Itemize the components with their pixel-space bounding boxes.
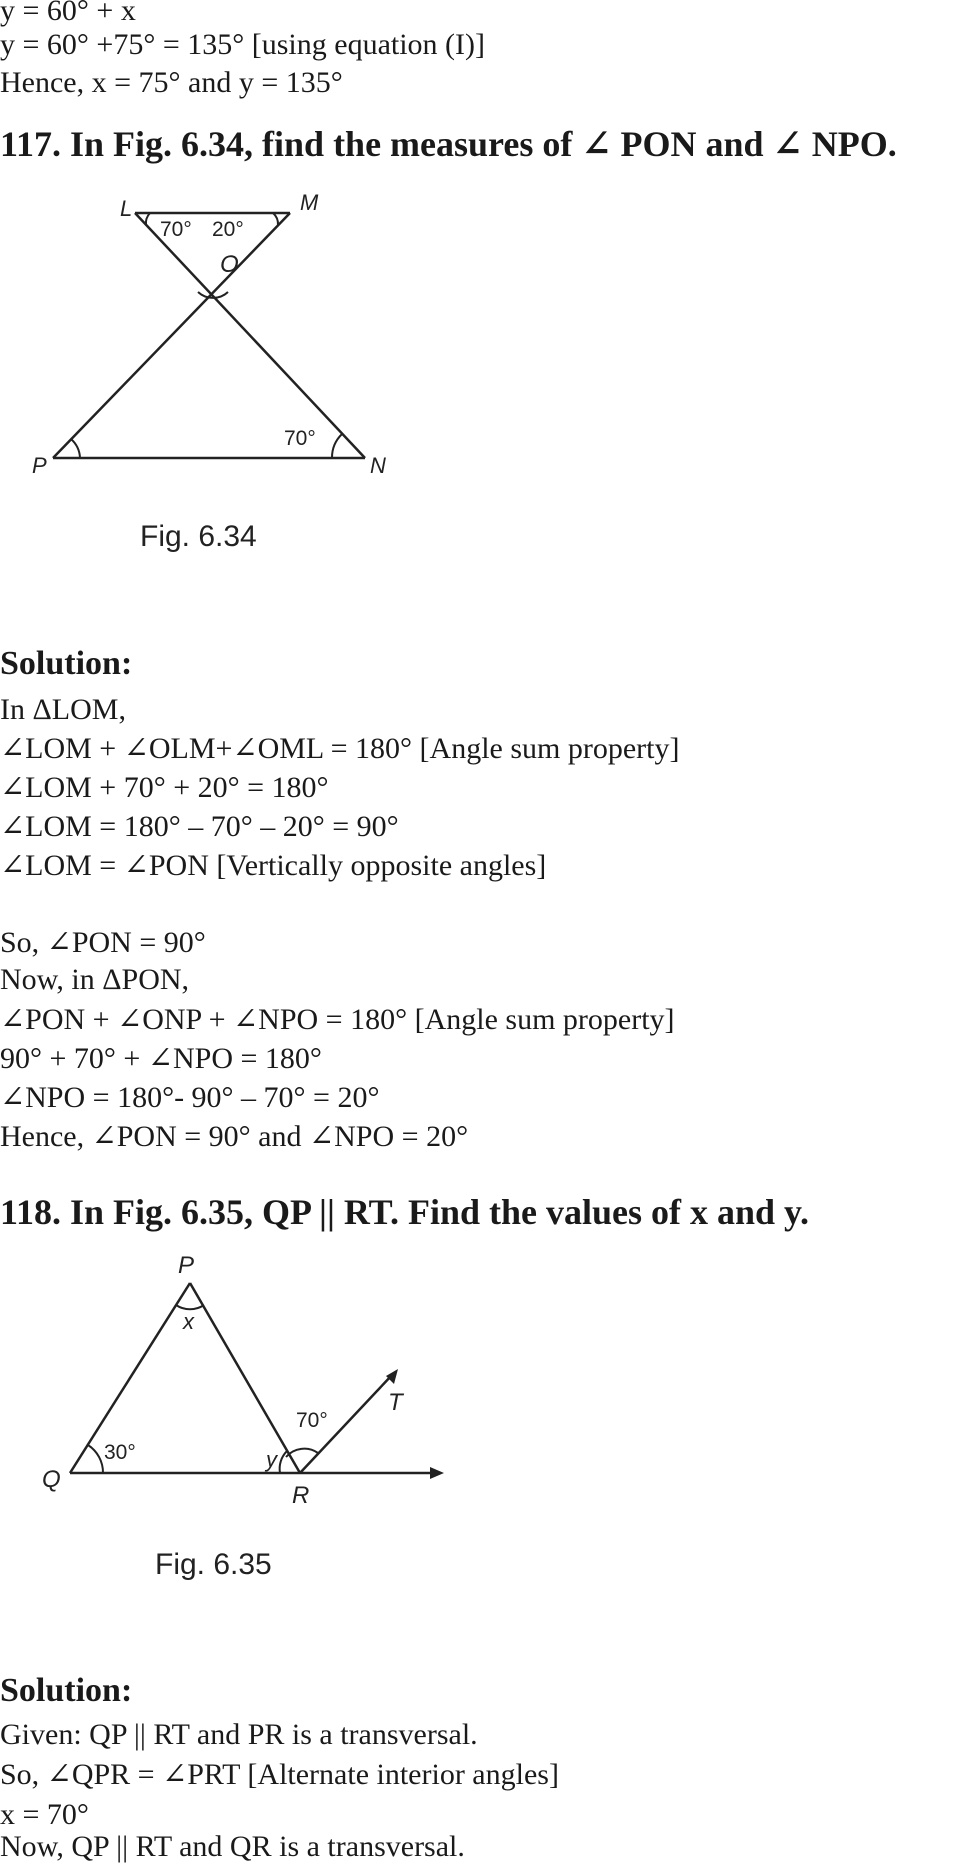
text-line: Hence, x = 75° and y = 135° — [0, 66, 343, 99]
solution-line: ∠NPO = 180°- 90° – 70° = 20° — [0, 1081, 380, 1114]
text-line: y = 60° + x — [0, 0, 136, 27]
solution-line: ∠LOM = 180° – 70° – 20° = 90° — [0, 810, 399, 843]
solution-line: Now, in ΔPON, — [0, 963, 190, 996]
angle-y-label: y — [266, 1447, 277, 1472]
question-118-heading: 118. In Fig. 6.35, QP || RT. Find the values of x and y. — [0, 1192, 810, 1232]
solution-title: Solution: — [0, 1672, 133, 1709]
figure-caption: Fig. 6.35 — [155, 1548, 272, 1581]
label-L: L — [120, 196, 133, 221]
solution-line: ∠LOM + 70° + 20° = 180° — [0, 771, 329, 804]
label-Q: Q — [42, 1466, 61, 1493]
text-line: y = 60° +75° = 135° [using equation (I)] — [0, 28, 486, 61]
solution-line: So, ∠PON = 90° — [0, 926, 206, 959]
solution-line: x = 70° — [0, 1798, 89, 1831]
label-P: P — [32, 453, 47, 478]
angle-x-label: x — [183, 1309, 194, 1334]
angle-70-bottom-label: 70° — [284, 427, 316, 450]
solution-line: 90° + 70° + ∠NPO = 180° — [0, 1042, 322, 1075]
angle-30-label: 30° — [104, 1441, 136, 1464]
figure-caption: Fig. 6.34 — [140, 520, 257, 553]
solution-line: Given: QP || RT and PR is a transversal. — [0, 1718, 478, 1751]
label-N: N — [370, 453, 386, 478]
solution-line: Now, QP || RT and QR is a transversal. — [0, 1830, 465, 1863]
solution-line: ∠PON + ∠ONP + ∠NPO = 180° [Angle sum property] — [0, 1003, 675, 1036]
question-117-heading: 117. In Fig. 6.34, find the measures of ∠ PON and ∠ NPO. — [0, 124, 897, 164]
label-T: T — [388, 1389, 403, 1416]
label-M: M — [300, 190, 319, 215]
solution-line: ∠LOM = ∠PON [Vertically opposite angles] — [0, 849, 547, 882]
solution-line: Hence, ∠PON = 90° and ∠NPO = 20° — [0, 1120, 469, 1153]
label-P: P — [178, 1252, 195, 1279]
solution-title: Solution: — [0, 645, 133, 682]
label-O: O — [220, 251, 239, 278]
figure-6-35 — [30, 1245, 490, 1545]
solution-line: So, ∠QPR = ∠PRT [Alternate interior angles] — [0, 1758, 559, 1791]
angle-20-label: 20° — [212, 218, 244, 241]
solution-line: In ΔLOM, — [0, 693, 126, 726]
solution-line: ∠LOM + ∠OLM+∠OML = 180° [Angle sum property] — [0, 732, 680, 765]
angle-70-label: 70° — [296, 1409, 328, 1432]
angle-70-label: 70° — [160, 218, 192, 241]
label-R: R — [292, 1482, 310, 1509]
